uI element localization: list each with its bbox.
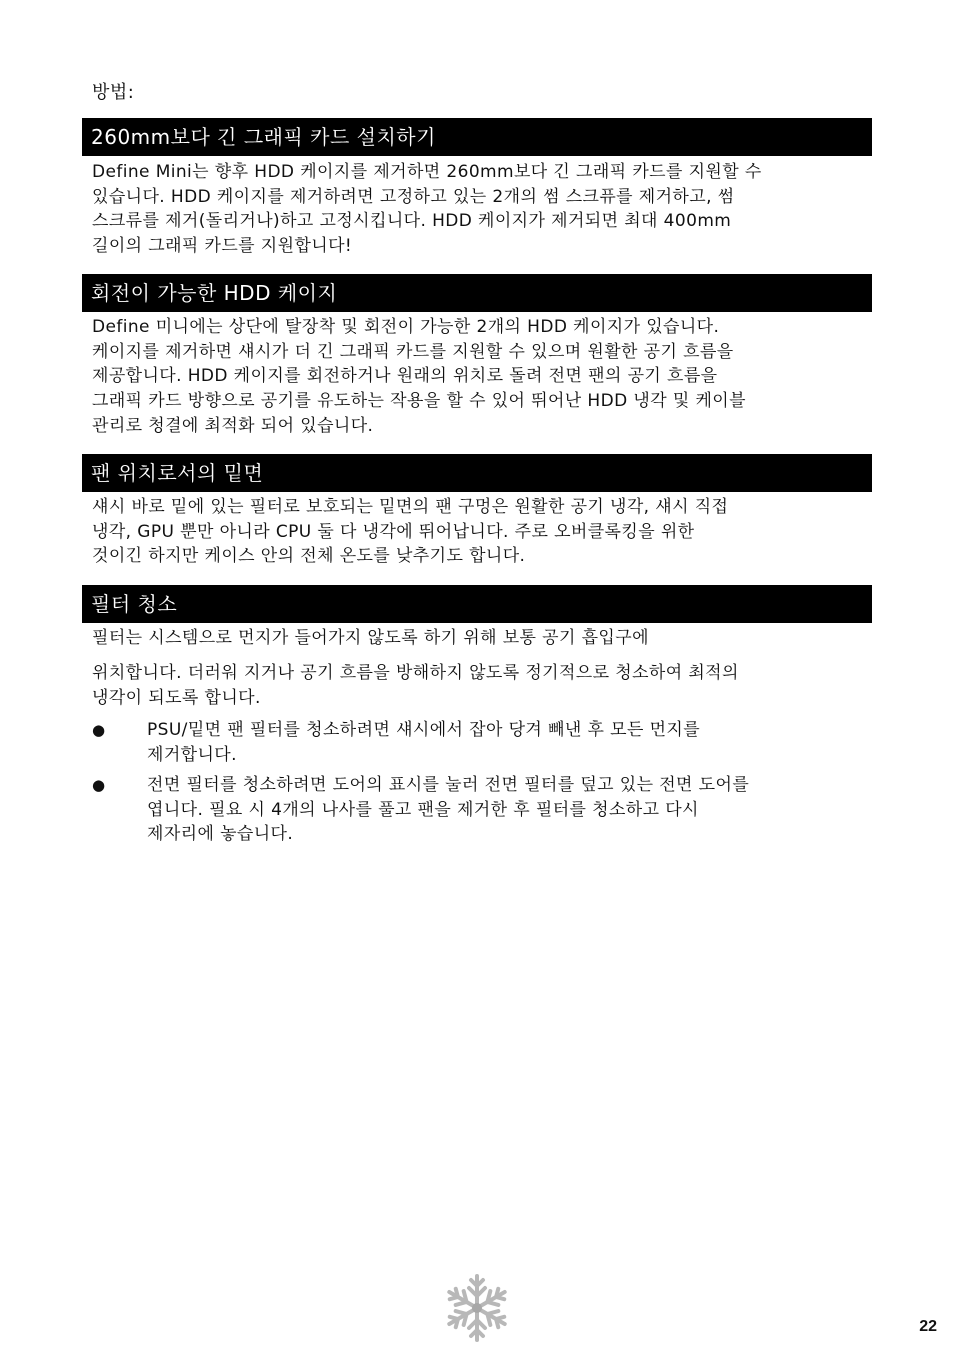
page-number: 22 bbox=[919, 1318, 937, 1335]
text-line: 위치합니다. 더러워 지거나 공기 흐름을 방해하지 않도록 정기적으로 청소하여 최적의 bbox=[92, 663, 739, 683]
text-line: 스크류를 제거(돌리거나)하고 고정시킵니다. HDD 케이지가 제거되면 최대 400mm bbox=[92, 211, 732, 232]
bullet-dot: ● bbox=[92, 776, 106, 794]
text-line: 엽니다. 필요 시 4개의 나사를 풀고 팬을 제거한 후 필터를 청소하고 다시 bbox=[147, 799, 699, 820]
section-heading-filter-cleaning: 필터 청소 bbox=[82, 585, 872, 623]
text-line: 필터는 시스템으로 먼지가 들어가지 않도록 하기 위해 보통 공기 흡입구에 bbox=[92, 628, 649, 648]
text-line: 전면 필터를 청소하려면 도어의 표시를 눌러 전면 필터를 덮고 있는 전면 도어를 bbox=[147, 775, 750, 795]
intro-label: 방법: bbox=[92, 82, 135, 103]
text-line: 길이의 그래픽 카드를 지원합니다! bbox=[92, 236, 353, 257]
section-heading-bottom-fan: 팬 위치로서의 밑면 bbox=[82, 454, 872, 492]
bullet-dot: ● bbox=[92, 721, 106, 739]
text-line: Define 미니에는 상단에 탈장착 및 회전이 가능한 2개의 HDD 케이지가 있습니다. bbox=[92, 317, 720, 337]
text-line: 관리로 청결에 최적화 되어 있습니다. bbox=[92, 415, 374, 436]
section-body-filter-cleaning-2 bbox=[92, 661, 882, 710]
section-heading-graphics-card: 260mm보다 긴 그래픽 카드 설치하기 bbox=[82, 118, 872, 156]
section-heading-hdd-cage: 회전이 가능한 HDD 케이지 bbox=[82, 274, 872, 312]
text-line: 냉각, GPU 뿐만 아니라 CPU 둘 다 냉각에 뛰어납니다. 주로 오버클록킹을 위한 bbox=[92, 521, 695, 542]
text-line: 그래픽 카드 방향으로 공기를 유도하는 작용을 할 수 있어 뛰어난 HDD 냉각 및 케이블 bbox=[92, 391, 746, 412]
snowflake-icon bbox=[443, 1272, 511, 1344]
text-line: 냉각이 되도록 합니다. bbox=[92, 687, 261, 708]
text-line: 있습니다. HDD 케이지를 제거하려면 고정하고 있는 2개의 썸 스크퓨를 제거하고, 썸 bbox=[92, 186, 735, 207]
text-line: 케이지를 제거하면 섀시가 더 긴 그래픽 카드를 지원할 수 있으며 원활한 공기 흐름을 bbox=[92, 341, 734, 362]
text-line: 것이긴 하지만 케이스 안의 전체 온도를 낮추기도 합니다. bbox=[92, 546, 526, 567]
text-line: Define Mini는 향후 HDD 케이지를 제거하면 260mm보다 긴 그래픽 카드를 지원할 수 bbox=[92, 162, 762, 182]
text-line: PSU/밑면 팬 필터를 청소하려면 섀시에서 잡아 당겨 빼낸 후 모든 먼지를 bbox=[147, 720, 701, 740]
section-body-hdd-cage bbox=[92, 315, 882, 438]
text-line: 제거합니다. bbox=[147, 744, 237, 765]
text-line: 제공합니다. HDD 케이지를 회전하거나 원래의 위치로 돌려 전면 팬의 공기 흐름을 bbox=[92, 366, 718, 387]
text-line: 제자리에 놓습니다. bbox=[147, 824, 294, 845]
section-body-filter-cleaning bbox=[92, 626, 882, 651]
text-line: 섀시 바로 밑에 있는 필터로 보호되는 밑면의 팬 구멍은 원활한 공기 냉각, 섀시 직접 bbox=[92, 497, 729, 517]
section-body-graphics-card bbox=[92, 160, 882, 259]
section-body-bottom-fan bbox=[92, 495, 882, 569]
